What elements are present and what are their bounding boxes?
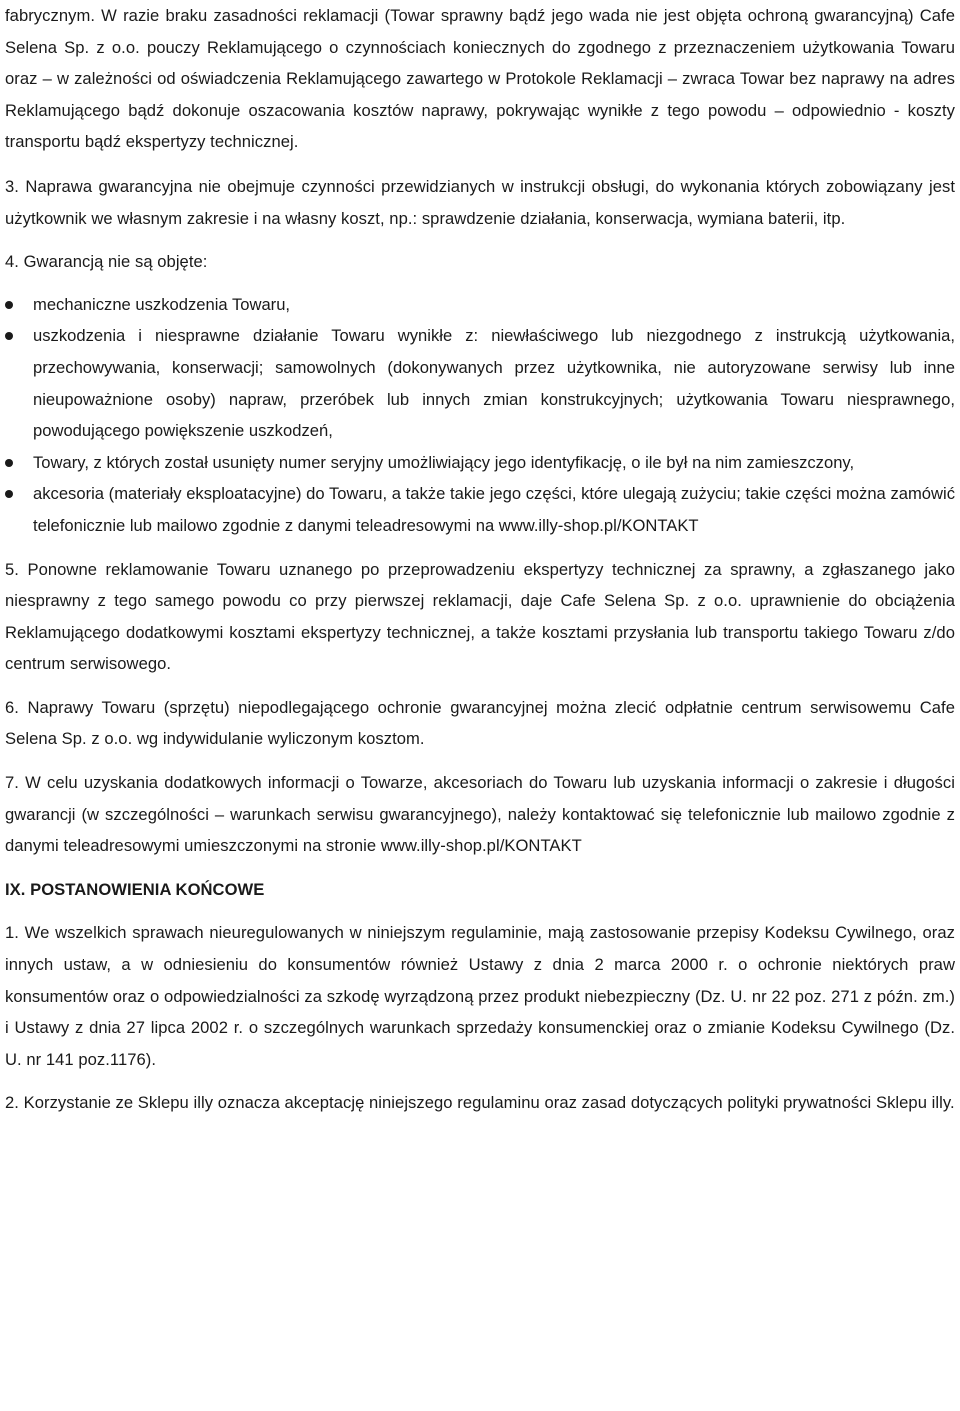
paragraph-continuation: fabrycznym. W razie braku zasadności reklamacji (Towar sprawny bądź jego wada nie jest objęta ochroną gwarancyjną) Cafe Selena Sp. z o.o. pouczy Reklamującego o czynnościach koniecznych do zgodnego z przeznaczeniem użytkowania Towaru oraz – w zależności od oświadczenia Reklamującego zawartego w Protokole Reklamacji – zwraca Towar bez naprawy na adres Reklamującego bądź dokonuje oszacowania kosztów naprawy, pokrywając wynikłe z tego powodu – odpowiednio - koszty transportu bądź ekspertyzy technicznej. — [5, 6, 955, 152]
paragraph-4: 4. Gwarancją nie są objęte: — [5, 252, 208, 272]
document-page — [5, 0, 955, 1119]
bullet-icon — [5, 301, 13, 309]
list-item-text: mechaniczne uszkodzenia Towaru, — [33, 294, 291, 314]
list-item — [5, 478, 955, 541]
bullet-icon — [5, 490, 13, 498]
exclusions-list — [5, 289, 955, 542]
final-provision-2: 2. Korzystanie ze Sklepu illy oznacza akceptację niniejszego regulaminu oraz zasad dotyczących polityki prywatności Sklepu illy. — [5, 1093, 955, 1113]
list-item-text: akcesoria (materiały eksploatacyjne) do Towaru, a także takie jego części, które ulegają zużyciu; takie części można zamówić telefonicznie lub mailowo zgodnie z danymi teleadresowymi na www.illy-shop.pl/KONTAKT — [33, 484, 955, 535]
list-item-text: Towary, z których został usunięty numer seryjny umożliwiający jego identyfikację, o ile był na nim zamieszczony, — [33, 452, 855, 472]
list-item-text: uszkodzenia i niesprawne działanie Towaru wynikłe z: niewłaściwego lub niezgodnego z instrukcją użytkowania, przechowywania, konserwacji; samowolnych (dokonywanych przez użytkownika, nie autoryzowane serwisy lub inne nieupoważnione osoby) napraw, przeróbek lub innych zmian konstrukcyjnych; użytkowania Towaru niesprawnego, powodującego powiększenie uszkodzeń, — [33, 326, 955, 441]
bullet-icon — [5, 459, 13, 467]
list-item — [5, 320, 955, 446]
paragraph-3: 3. Naprawa gwarancyjna nie obejmuje czynności przewidzianych w instrukcji obsługi, do wykonania których zobowiązany jest użytkownik we własnym zakresie i na własny koszt, np.: sprawdzenie działania, konserwacja, wymiana baterii, itp. — [5, 176, 955, 228]
list-item — [5, 289, 955, 321]
bullet-icon — [5, 332, 13, 340]
paragraph-6: 6. Naprawy Towaru (sprzętu) niepodlegającego ochronie gwarancyjnej można zlecić odpłatnie centrum serwisowemu Cafe Selena Sp. z o.o. wg indywidulanie wyliczonym kosztom. — [5, 697, 955, 749]
section-heading: IX. POSTANOWIENIA KOŃCOWE — [5, 879, 265, 899]
paragraph-5: 5. Ponowne reklamowanie Towaru uznanego po przeprowadzeniu ekspertyzy technicznej za sprawny, a zgłaszanego jako niesprawny z tego samego powodu co przy pierwszej reklamacji, daje Cafe Selena Sp. z o.o. uprawnienie do obciążenia Reklamującego dodatkowymi kosztami ekspertyzy technicznej, a także kosztami przysłania lub transportu takiego Towaru z/do centrum serwisowego. — [5, 559, 955, 674]
final-provision-1: 1. We wszelkich sprawach nieuregulowanych w niniejszym regulaminie, mają zastosowanie przepisy Kodeksu Cywilnego, oraz innych ustaw, a w odniesieniu do konsumentów również Ustawy z dnia 2 marca 2000 r. o ochronie niektórych praw konsumentów oraz o odpowiedzialności za szkodę wyrządzoną przez produkt niebezpieczny (Dz. U. nr 22 poz. 271 z późn. zm.) i Ustawy z dnia 27 lipca 2002 r. o szczególnych warunkach sprzedaży konsumenckiej oraz o zmianie Kodeksu Cywilnego (Dz. U. nr 141 poz.1176). — [5, 923, 955, 1069]
paragraph-7: 7. W celu uzyskania dodatkowych informacji o Towarze, akcesoriach do Towaru lub uzyskania informacji o zakresie i długości gwarancji (w szczególności – warunkach serwisu gwarancyjnego), należy kontaktować się telefonicznie lub mailowo zgodnie z danymi teleadresowymi umieszczonymi na stronie www.illy-shop.pl/KONTAKT — [5, 773, 955, 856]
list-item — [5, 447, 955, 479]
